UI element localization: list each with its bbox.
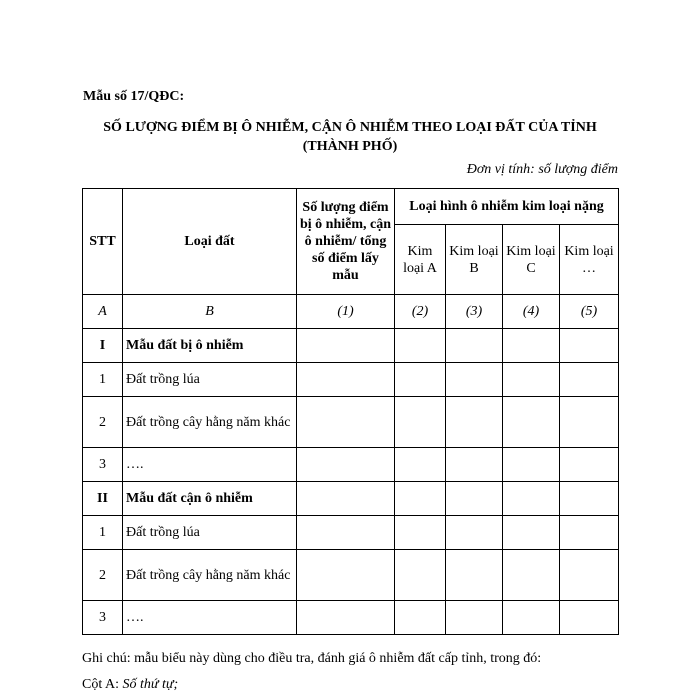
row-stt: 1 [83, 363, 123, 397]
header-metal-a: Kim loại A [395, 225, 446, 295]
table-cell [503, 448, 560, 482]
table-cell [503, 482, 560, 516]
table-cell [560, 397, 619, 448]
table-cell [503, 601, 560, 635]
table-cell [395, 482, 446, 516]
table-cell [297, 363, 395, 397]
table-cell [503, 550, 560, 601]
row-label: Đất trồng lúa [123, 516, 297, 550]
table-cell [503, 516, 560, 550]
table-row [83, 329, 619, 363]
column-a-note [82, 677, 178, 693]
document-title [80, 118, 620, 156]
table-cell [560, 516, 619, 550]
table-cell [395, 329, 446, 363]
header-metal-b: Kim loại B [446, 225, 503, 295]
table-row [83, 397, 619, 448]
column-a-prefix: Cột A: [82, 677, 119, 692]
table-cell [446, 397, 503, 448]
table-cell [446, 482, 503, 516]
row-label: …. [123, 601, 297, 635]
table-cell [395, 516, 446, 550]
header-metal-more: Kim loại … [560, 225, 619, 295]
form-code: Mẫu số 17/QĐC: [83, 89, 185, 104]
row-stt: 2 [83, 397, 123, 448]
table-cell [560, 482, 619, 516]
row-label: Đất trồng cây hằng năm khác [123, 397, 297, 448]
table-cell [560, 363, 619, 397]
title-line-2: (THÀNH PHỐ) [302, 139, 398, 154]
row-label: Đất trồng lúa [123, 363, 297, 397]
table-row [83, 363, 619, 397]
table-cell [395, 550, 446, 601]
row-label: Mẫu đất bị ô nhiễm [123, 329, 297, 363]
table-cell [297, 397, 395, 448]
table-cell [446, 601, 503, 635]
header-metal-group: Loại hình ô nhiễm kim loại nặng [395, 189, 619, 225]
col-index-cell: (2) [395, 295, 446, 329]
table-cell [446, 363, 503, 397]
table-cell [503, 329, 560, 363]
col-index-cell: (1) [297, 295, 395, 329]
table-cell [503, 363, 560, 397]
row-label: Mẫu đất cận ô nhiễm [123, 482, 297, 516]
table-cell [297, 329, 395, 363]
row-stt: 3 [83, 448, 123, 482]
table-cell [446, 448, 503, 482]
table-row [83, 550, 619, 601]
col-index-cell: (5) [560, 295, 619, 329]
table-row [83, 448, 619, 482]
note-line: Ghi chú: mẫu biểu này dùng cho điều tra, đánh giá ô nhiễm đất cấp tỉnh, trong đó: [82, 651, 542, 666]
header-metal-c: Kim loại C [503, 225, 560, 295]
table-cell [395, 601, 446, 635]
table-cell [395, 397, 446, 448]
unit-label: Đơn vị tính: số lượng điểm [466, 162, 618, 177]
table-cell [503, 397, 560, 448]
table-cell [297, 448, 395, 482]
table-cell [560, 550, 619, 601]
col-index-cell: B [123, 295, 297, 329]
row-stt: 1 [83, 516, 123, 550]
table-row [83, 516, 619, 550]
table-cell [395, 363, 446, 397]
col-index-cell: (4) [503, 295, 560, 329]
data-table [82, 188, 619, 635]
col-index-cell: A [83, 295, 123, 329]
header-count: Số lượng điểm bị ô nhiễm, cận ô nhiễm/ tổng số điểm lấy mẫu [297, 189, 395, 295]
col-index-cell: (3) [446, 295, 503, 329]
header-land-type: Loại đất [123, 189, 297, 295]
row-label: Đất trồng cây hằng năm khác [123, 550, 297, 601]
table-cell [446, 516, 503, 550]
table-cell [297, 516, 395, 550]
table-cell [297, 601, 395, 635]
table-row [83, 482, 619, 516]
table-cell [446, 550, 503, 601]
table-cell [395, 448, 446, 482]
table-cell [560, 601, 619, 635]
table-cell [297, 482, 395, 516]
row-stt: I [83, 329, 123, 363]
row-label: …. [123, 448, 297, 482]
header-stt: STT [83, 189, 123, 295]
title-line-1: SỐ LƯỢNG ĐIỂM BỊ Ô NHIỄM, CẬN Ô NHIỄM THEO LOẠI ĐẤT CỦA TỈNH [103, 120, 597, 135]
table-cell [560, 329, 619, 363]
column-index-row [83, 295, 619, 329]
row-stt: II [83, 482, 123, 516]
row-stt: 2 [83, 550, 123, 601]
table-cell [560, 448, 619, 482]
table-cell [446, 329, 503, 363]
column-a-desc: Số thứ tự; [122, 677, 179, 692]
table-row [83, 601, 619, 635]
row-stt: 3 [83, 601, 123, 635]
table-cell [297, 550, 395, 601]
